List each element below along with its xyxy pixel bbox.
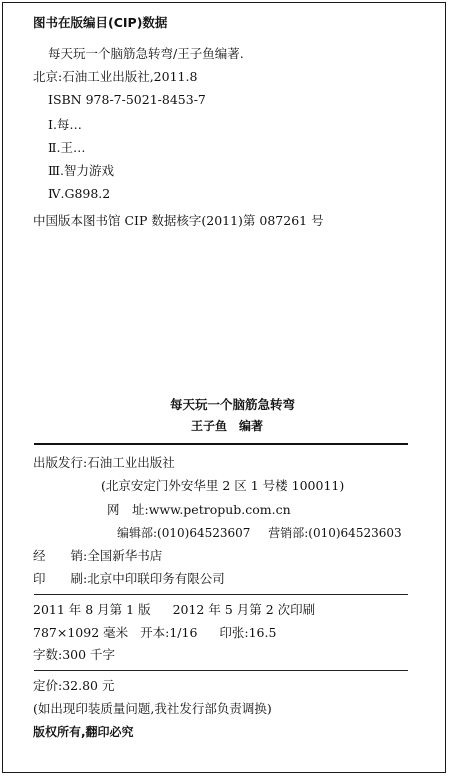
- cip-subject-1: Ⅰ.每…: [48, 117, 82, 132]
- edit-dept-label: 编辑部:: [117, 526, 158, 540]
- cip-header: 图书在版编目(CIP)数据: [33, 15, 168, 30]
- cip-isbn: ISBN 978-7-5021-8453-7: [48, 92, 206, 107]
- book-title: 每天玩一个脑筋急转弯: [170, 397, 296, 412]
- website-row: [107, 502, 291, 518]
- distributor-label: 经 销:: [33, 548, 88, 563]
- publisher-name: 石油工业出版社: [87, 455, 175, 470]
- word-count: 字数:300 千字: [33, 647, 116, 662]
- distributor-row: [33, 548, 162, 564]
- quality-note: (如出现印装质量问题,我社发行部负责调换): [33, 701, 272, 716]
- publisher-label: 出版发行:: [33, 455, 88, 470]
- website-label: 网 址:: [107, 502, 149, 517]
- printing: 2012 年 5 月第 2 次印刷: [172, 602, 316, 617]
- format-size: 开本:1/16: [140, 625, 198, 640]
- phone-row: [117, 525, 402, 541]
- price: 定价:32.80 元: [33, 678, 115, 693]
- sales-dept-phone: (010)64523603: [308, 526, 402, 540]
- publisher-address: (北京安定门外安华里 2 区 1 号楼 100011): [101, 478, 345, 493]
- publisher-row: [33, 455, 175, 471]
- print-sheets: 印张:16.5: [219, 625, 277, 640]
- author: 王子鱼 编著: [191, 419, 264, 433]
- website-url: www.petropub.com.cn: [148, 502, 291, 517]
- edition-row: [33, 602, 315, 618]
- cip-publisher-line: 北京:石油工业出版社,2011.8: [33, 69, 198, 84]
- printer-name: 北京中印联印务有限公司: [87, 571, 225, 586]
- cip-subject-4: Ⅳ.G898.2: [48, 186, 111, 201]
- copyright-notice: 版权所有,翻印必究: [33, 725, 134, 739]
- cip-number: 中国版本图书馆 CIP 数据核字(2011)第 087261 号: [33, 213, 324, 228]
- paper-format: 787×1092 毫米: [33, 625, 129, 640]
- printer-row: [33, 571, 225, 587]
- printer-label: 印 刷:: [33, 571, 88, 586]
- cip-title-line: 每天玩一个脑筋急转弯/王子鱼编著.: [48, 46, 244, 61]
- sales-dept-label: 营销部:: [268, 526, 309, 540]
- divider-line: [34, 670, 408, 671]
- edition: 2011 年 8 月第 1 版: [33, 602, 151, 617]
- divider-line: [34, 594, 408, 595]
- edit-dept-phone: (010)64523607: [157, 526, 251, 540]
- divider-line: [34, 443, 408, 445]
- format-row: [33, 625, 276, 641]
- cip-subject-2: Ⅱ.王…: [48, 140, 86, 155]
- cip-subject-3: Ⅲ.智力游戏: [48, 163, 115, 178]
- distributor-name: 全国新华书店: [87, 548, 163, 563]
